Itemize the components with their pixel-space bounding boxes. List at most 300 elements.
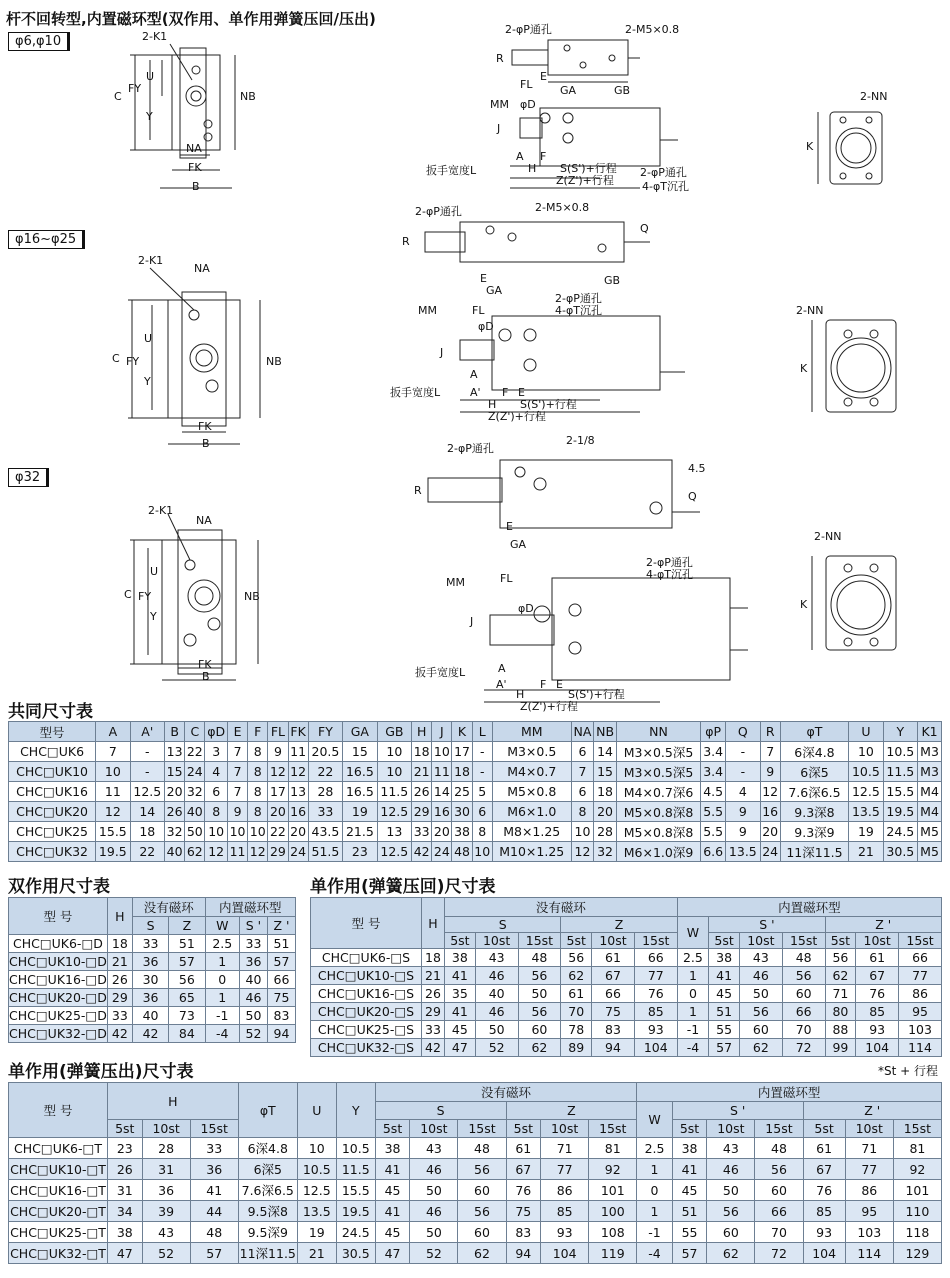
- table-row: [311, 1021, 942, 1039]
- table-cell: 1: [677, 967, 709, 985]
- table-cell: -: [130, 762, 164, 782]
- model-cell: CHC□UK16-□S: [311, 985, 422, 1003]
- model-cell: CHC□UK32-□T: [9, 1243, 108, 1264]
- table-cell: 20: [432, 822, 452, 842]
- stroke-header-cell: 15st: [518, 933, 561, 949]
- table-cell: 16: [760, 802, 780, 822]
- table-cell: 56: [518, 1003, 561, 1021]
- stroke-header-cell: 10st: [142, 1120, 190, 1138]
- table-cell: 1: [205, 989, 239, 1007]
- table-cell: 8: [248, 782, 268, 802]
- svg-text:MM: MM: [418, 304, 437, 317]
- table-cell: -4: [205, 1025, 239, 1043]
- table-cell: 26: [412, 782, 432, 802]
- svg-text:K: K: [800, 362, 808, 375]
- table-cell: 70: [755, 1222, 803, 1243]
- table-cell: 62: [707, 1243, 755, 1264]
- table-cell: 38: [375, 1138, 410, 1159]
- table-cell: 76: [803, 1180, 845, 1201]
- header-z-prime: Z ': [267, 917, 295, 935]
- model-cell: CHC□UK6-□S: [311, 949, 422, 967]
- table-cell: 61: [592, 949, 635, 967]
- table-cell: 108: [589, 1222, 637, 1243]
- table-cell: 50: [475, 1021, 518, 1039]
- table-cell: M3: [918, 762, 942, 782]
- table-row: [9, 1201, 942, 1222]
- header-built-in-magnet: 内置磁环型: [677, 898, 941, 917]
- table-cell: 47: [445, 1039, 476, 1057]
- table-cell: M4: [918, 802, 942, 822]
- variant-label-mid: φ16~φ25: [8, 230, 85, 249]
- svg-text:扳手宽度L: 扳手宽度L: [426, 164, 477, 177]
- table-cell: 2.5: [637, 1138, 672, 1159]
- table-cell: 18: [422, 949, 445, 967]
- table-cell: 18: [107, 935, 132, 953]
- table-cell: 31: [142, 1159, 190, 1180]
- table-cell: 38: [672, 1138, 707, 1159]
- table-cell: 10: [571, 822, 594, 842]
- table-cell: 50: [518, 985, 561, 1003]
- header-cell: J: [432, 722, 452, 742]
- table-cell: 1: [205, 953, 239, 971]
- table-cell: 46: [475, 1003, 518, 1021]
- table-cell: 42: [107, 1025, 132, 1043]
- table-cell: M4: [918, 782, 942, 802]
- table-cell: 2.5: [205, 935, 239, 953]
- table-cell: M8×1.25: [492, 822, 571, 842]
- table-cell: 55: [672, 1222, 707, 1243]
- table-cell: 103: [899, 1021, 942, 1039]
- model-cell: CHC□UK32: [9, 842, 96, 862]
- model-cell: CHC□UK32-□S: [311, 1039, 422, 1057]
- table-cell: 9: [726, 822, 760, 842]
- table-cell: 94: [592, 1039, 635, 1057]
- table-cell: -1: [205, 1007, 239, 1025]
- table-cell: 7: [760, 742, 780, 762]
- table-cell: 77: [899, 967, 942, 985]
- table-row: [311, 1003, 942, 1021]
- single-t-table-title: 单作用(弹簧压出)尺寸表: [8, 1062, 194, 1082]
- table-cell: 50: [240, 1007, 268, 1025]
- table-cell: 56: [782, 967, 825, 985]
- svg-text:FL: FL: [520, 78, 533, 91]
- table-cell: 76: [634, 985, 677, 1003]
- table-cell: 34: [108, 1201, 143, 1222]
- table-cell: 45: [375, 1180, 410, 1201]
- table-cell: 52: [142, 1243, 190, 1264]
- table-cell: 86: [541, 1180, 589, 1201]
- table-cell: 44: [190, 1201, 238, 1222]
- svg-text:GA: GA: [560, 84, 577, 97]
- table-cell: 12.5: [130, 782, 164, 802]
- svg-text:2-M5×0.8: 2-M5×0.8: [535, 201, 590, 214]
- table-cell: 20.5: [308, 742, 342, 762]
- table-cell: 10: [96, 762, 130, 782]
- header-cell: A: [96, 722, 130, 742]
- table-cell: 10: [377, 762, 411, 782]
- svg-text:FK: FK: [198, 420, 212, 433]
- stroke-header-cell: 5st: [709, 933, 740, 949]
- svg-text:φD: φD: [520, 98, 536, 111]
- table-cell: 24.5: [883, 822, 917, 842]
- table-cell: 51: [709, 1003, 740, 1021]
- table-row: [311, 985, 942, 1003]
- table-cell: 56: [458, 1201, 506, 1222]
- table-cell: 33: [308, 802, 342, 822]
- table-cell: 38: [445, 949, 476, 967]
- svg-text:4-φT沉孔: 4-φT沉孔: [646, 568, 693, 581]
- stroke-header-cell: 15st: [634, 933, 677, 949]
- table-cell: 26: [108, 1159, 143, 1180]
- table-cell: 13.5: [849, 802, 883, 822]
- header-y: Y: [336, 1083, 375, 1138]
- table-cell: 101: [589, 1180, 637, 1201]
- header-cell: Y: [883, 722, 917, 742]
- table-cell: 19: [849, 822, 883, 842]
- table-cell: 22: [130, 842, 164, 862]
- table-cell: 33: [412, 822, 432, 842]
- header-cell: NB: [594, 722, 617, 742]
- table-cell: 62: [185, 842, 205, 862]
- header-cell: φP: [701, 722, 726, 742]
- svg-text:2-φP通孔: 2-φP通孔: [415, 205, 462, 218]
- table-cell: 129: [893, 1243, 941, 1264]
- header-s-prime: S ': [709, 917, 825, 933]
- model-cell: CHC□UK16-□D: [9, 972, 107, 987]
- table-header-row: [9, 1083, 942, 1102]
- table-cell: 75: [592, 1003, 635, 1021]
- table-cell: 56: [169, 971, 205, 989]
- table-cell: 41: [445, 1003, 476, 1021]
- table-cell: 48: [452, 842, 472, 862]
- table-cell: 41: [375, 1159, 410, 1180]
- svg-text:φD: φD: [478, 320, 494, 333]
- header-model: 型 号: [311, 898, 422, 949]
- table-row: [311, 967, 942, 985]
- table-cell: 7.6深6.5: [238, 1180, 297, 1201]
- svg-text:F: F: [540, 150, 547, 163]
- table-cell: 6.6: [701, 842, 726, 862]
- table-cell: 62: [518, 1039, 561, 1057]
- header-no-magnet: 没有磁环: [445, 898, 678, 917]
- table-cell: 13: [165, 742, 185, 762]
- svg-text:B: B: [202, 437, 210, 450]
- svg-text:2-φP通孔: 2-φP通孔: [640, 166, 687, 179]
- model-cell: CHC□UK6-□D: [9, 935, 108, 953]
- table-cell: 12.5: [377, 802, 411, 822]
- table-cell: 57: [190, 1243, 238, 1264]
- svg-text:J: J: [497, 122, 501, 135]
- header-cell: FK: [288, 722, 308, 742]
- table-header-row: [9, 898, 296, 917]
- table-cell: 24.5: [336, 1222, 375, 1243]
- table-cell: 8: [248, 762, 268, 782]
- table-cell: 71: [541, 1138, 589, 1159]
- table-row: [9, 1243, 942, 1264]
- table-header-row: [9, 1120, 942, 1138]
- table-cell: 21: [297, 1243, 336, 1264]
- table-cell: 7: [571, 762, 594, 782]
- table-cell: 11.5: [336, 1159, 375, 1180]
- table-cell: 15: [594, 762, 617, 782]
- table-cell: 1: [637, 1159, 672, 1180]
- table-cell: 23: [343, 842, 377, 862]
- svg-text:NA: NA: [194, 262, 210, 275]
- variant-label-large: φ32: [8, 468, 49, 487]
- svg-text:Q: Q: [640, 222, 649, 235]
- table-cell: 57: [709, 1039, 740, 1057]
- table-cell: 5.5: [701, 822, 726, 842]
- table-cell: 10: [432, 742, 452, 762]
- header-u: U: [297, 1083, 336, 1138]
- stroke-header-cell: 10st: [541, 1120, 589, 1138]
- stroke-header-cell: 5st: [108, 1120, 143, 1138]
- table-cell: 13.5: [297, 1201, 336, 1222]
- svg-text:A: A: [470, 368, 478, 381]
- table-row: [9, 1025, 296, 1043]
- table-cell: 88: [825, 1021, 856, 1039]
- table-cell: 40: [240, 971, 268, 989]
- table-cell: 28: [308, 782, 342, 802]
- svg-text:B: B: [192, 180, 200, 193]
- table-cell: 5: [472, 782, 492, 802]
- model-cell: CHC□UK10: [9, 762, 96, 782]
- table-cell: 46: [240, 989, 268, 1007]
- svg-text:NA: NA: [196, 514, 212, 527]
- table-cell: 36: [132, 953, 168, 971]
- table-cell: 18: [452, 762, 472, 782]
- header-cell: A': [130, 722, 164, 742]
- table-cell: 81: [893, 1138, 941, 1159]
- model-cell: CHC□UK10-□S: [311, 967, 422, 985]
- svg-text:MM: MM: [446, 576, 465, 589]
- table-cell: 43: [410, 1138, 458, 1159]
- table-cell: 100: [589, 1201, 637, 1222]
- table-cell: 26: [422, 985, 445, 1003]
- table-cell: 12: [760, 782, 780, 802]
- svg-text:C: C: [114, 90, 122, 103]
- svg-text:2-φP通孔: 2-φP通孔: [555, 292, 602, 305]
- table-cell: 31: [108, 1180, 143, 1201]
- svg-text:U: U: [144, 332, 153, 345]
- model-cell: CHC□UK25-□S: [311, 1021, 422, 1039]
- table-cell: 93: [634, 1021, 677, 1039]
- table-cell: 24: [760, 842, 780, 862]
- table-cell: 56: [707, 1201, 755, 1222]
- table-cell: 61: [561, 985, 592, 1003]
- header-built-in-magnet: 内置磁环型: [637, 1083, 942, 1102]
- table-cell: 95: [845, 1201, 893, 1222]
- table-cell: 60: [458, 1180, 506, 1201]
- table-cell: 52: [475, 1039, 518, 1057]
- table-cell: 60: [755, 1180, 803, 1201]
- table-cell: 32: [165, 822, 185, 842]
- table-cell: 60: [782, 985, 825, 1003]
- table-cell: 12: [248, 842, 268, 862]
- table-cell: 11: [96, 782, 130, 802]
- table-cell: 6深4.8: [780, 742, 848, 762]
- table-cell: 24: [432, 842, 452, 862]
- svg-text:GB: GB: [604, 274, 621, 287]
- table-cell: 73: [169, 1007, 205, 1025]
- header-z-prime: Z ': [803, 1102, 941, 1120]
- table-cell: 33: [422, 1021, 445, 1039]
- svg-text:扳手宽度L: 扳手宽度L: [390, 386, 441, 399]
- table-cell: 43: [475, 949, 518, 967]
- model-cell: CHC□UK20-□S: [311, 1003, 422, 1021]
- table-cell: 16.5: [343, 762, 377, 782]
- table-cell: 71: [845, 1138, 893, 1159]
- table-cell: 15.5: [336, 1180, 375, 1201]
- table-cell: 61: [803, 1138, 845, 1159]
- table-cell: 42: [132, 1025, 168, 1043]
- table-cell: 24: [185, 762, 205, 782]
- table-cell: 46: [739, 967, 782, 985]
- table-cell: 99: [825, 1039, 856, 1057]
- table-cell: 18: [130, 822, 164, 842]
- header-s-prime: S ': [672, 1102, 803, 1120]
- table-cell: 12: [205, 842, 228, 862]
- variant-label-small: φ6,φ10: [8, 32, 70, 51]
- svg-text:A': A': [470, 386, 481, 399]
- table-cell: 110: [893, 1201, 941, 1222]
- table-cell: 42: [422, 1039, 445, 1057]
- table-cell: 103: [845, 1222, 893, 1243]
- page-title: 杆不回转型,内置磁环型(双作用、单作用弹簧压回/压出): [6, 10, 376, 28]
- table-cell: 48: [782, 949, 825, 967]
- table-cell: 104: [803, 1243, 845, 1264]
- table-cell: 5.5: [701, 802, 726, 822]
- table-cell: 60: [707, 1222, 755, 1243]
- table-cell: -1: [677, 1021, 709, 1039]
- table-cell: 11深11.5: [238, 1243, 297, 1264]
- table-cell: 38: [108, 1222, 143, 1243]
- header-built-in-magnet: 内置磁环型: [205, 898, 295, 917]
- header-cell: K: [452, 722, 472, 742]
- table-cell: 20: [268, 802, 288, 822]
- end-view-small: [818, 112, 882, 184]
- stroke-header-cell: 10st: [410, 1120, 458, 1138]
- table-cell: 40: [475, 985, 518, 1003]
- stroke-header-cell: 15st: [899, 933, 942, 949]
- table-cell: 43: [142, 1222, 190, 1243]
- header-cell: GB: [377, 722, 411, 742]
- common-table-title: 共同尺寸表: [8, 702, 93, 722]
- header-cell: MM: [492, 722, 571, 742]
- table-cell: 52: [410, 1243, 458, 1264]
- table-cell: 13: [377, 822, 411, 842]
- svg-text:2-1/8: 2-1/8: [566, 434, 595, 447]
- stroke-header-cell: 5st: [506, 1120, 541, 1138]
- table-cell: 20: [165, 782, 185, 802]
- table-cell: 17: [268, 782, 288, 802]
- table-row: [311, 1039, 942, 1057]
- table-cell: 84: [169, 1025, 205, 1043]
- header-model: 型 号: [9, 898, 108, 935]
- svg-text:S(S')+行程: S(S')+行程: [560, 162, 617, 175]
- table-cell: 6深5: [238, 1159, 297, 1180]
- header-no-magnet: 没有磁环: [375, 1083, 637, 1102]
- table-cell: 51: [672, 1201, 707, 1222]
- table-cell: 14: [432, 782, 452, 802]
- table-cell: 19: [343, 802, 377, 822]
- table-cell: 13: [288, 782, 308, 802]
- table-cell: 36: [132, 989, 168, 1007]
- header-h: H: [422, 898, 445, 949]
- table-cell: 12: [268, 762, 288, 782]
- table-cell: 50: [410, 1180, 458, 1201]
- header-cell: F: [248, 722, 268, 742]
- table-cell: 18: [594, 782, 617, 802]
- table-cell: 3.4: [701, 762, 726, 782]
- table-cell: 11.5: [883, 762, 917, 782]
- table-cell: 41: [709, 967, 740, 985]
- svg-text:2-NN: 2-NN: [796, 304, 824, 317]
- table-row: [9, 1138, 942, 1159]
- table-cell: 10: [248, 822, 268, 842]
- svg-text:Y: Y: [150, 610, 157, 623]
- table-cell: 1: [637, 1201, 672, 1222]
- table-cell: 38: [452, 822, 472, 842]
- table-cell: 21: [849, 842, 883, 862]
- table-cell: 9.3深9: [780, 822, 848, 842]
- header-cell: R: [760, 722, 780, 742]
- table-cell: 66: [899, 949, 942, 967]
- svg-text:NB: NB: [240, 90, 256, 103]
- table-cell: 6: [205, 782, 228, 802]
- header-s: S: [445, 917, 561, 933]
- svg-text:FL: FL: [500, 572, 513, 585]
- header-model: 型 号: [9, 1083, 108, 1138]
- svg-text:NB: NB: [244, 590, 260, 603]
- table-cell: 43: [707, 1138, 755, 1159]
- svg-text:4-φT沉孔: 4-φT沉孔: [555, 304, 602, 317]
- table-cell: 40: [185, 802, 205, 822]
- table-cell: M5×0.8深8: [616, 822, 700, 842]
- table-row: [9, 1180, 942, 1201]
- table-cell: 20: [760, 822, 780, 842]
- svg-text:2-φP通孔: 2-φP通孔: [646, 556, 693, 569]
- table-cell: 45: [445, 1021, 476, 1039]
- table-cell: 2.5: [677, 949, 709, 967]
- table-cell: 85: [856, 1003, 899, 1021]
- single-acting-return-table: [310, 897, 942, 1057]
- table-cell: 78: [561, 1021, 592, 1039]
- header-cell: φD: [205, 722, 228, 742]
- table-cell: 56: [739, 1003, 782, 1021]
- table-cell: 51.5: [308, 842, 342, 862]
- table-cell: 83: [506, 1222, 541, 1243]
- svg-text:FL: FL: [472, 304, 485, 317]
- svg-text:H: H: [488, 398, 497, 411]
- table-cell: 19: [297, 1222, 336, 1243]
- svg-text:2-M5×0.8: 2-M5×0.8: [625, 23, 680, 36]
- svg-text:FK: FK: [188, 161, 202, 174]
- table-cell: 70: [561, 1003, 592, 1021]
- table-cell: 85: [634, 1003, 677, 1021]
- table-cell: 60: [518, 1021, 561, 1039]
- table-cell: 41: [190, 1180, 238, 1201]
- table-cell: 22: [308, 762, 342, 782]
- table-cell: 7.6深6.5: [780, 782, 848, 802]
- svg-text:F: F: [502, 386, 509, 399]
- model-cell: CHC□UK10-□D: [9, 954, 107, 969]
- table-cell: 47: [375, 1243, 410, 1264]
- table-cell: 42: [412, 842, 432, 862]
- table-cell: M4×0.7深6: [616, 782, 700, 802]
- table-cell: 19.5: [883, 802, 917, 822]
- table-cell: 9: [726, 802, 760, 822]
